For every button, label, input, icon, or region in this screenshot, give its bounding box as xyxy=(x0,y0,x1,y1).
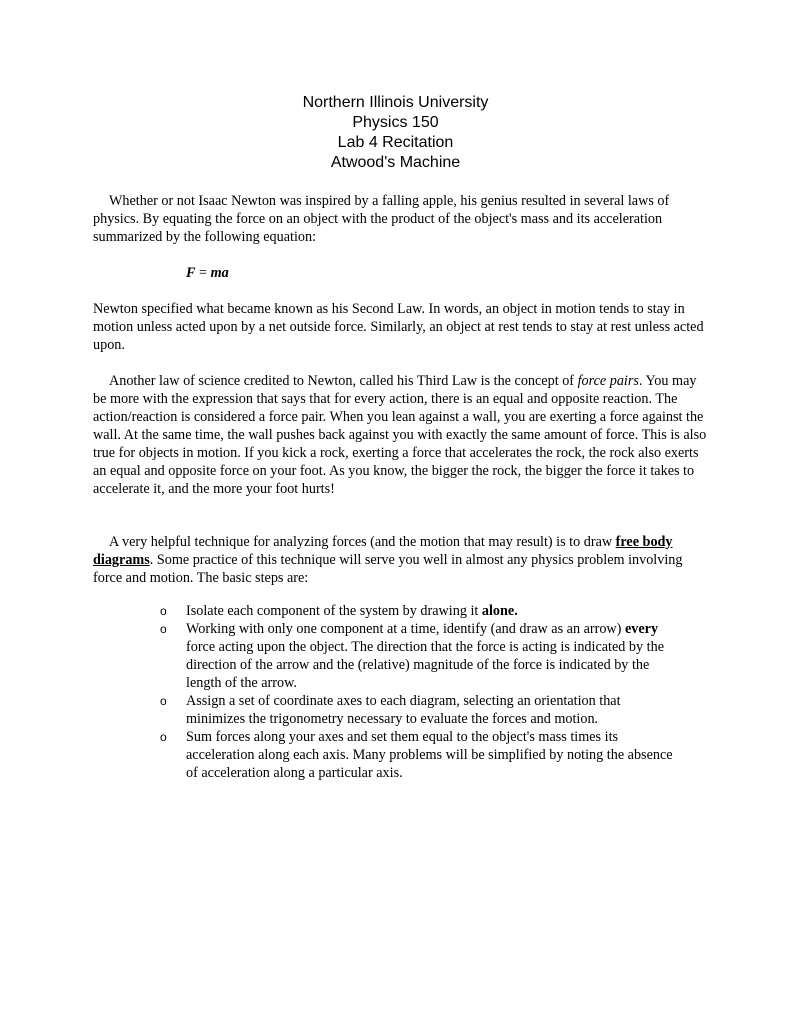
bullet-icon: o xyxy=(160,604,167,618)
free-body-link[interactable]: free body xyxy=(615,534,673,550)
equation-lhs: F xyxy=(186,265,196,281)
bullet-icon: o xyxy=(160,730,167,744)
step-3-text: Assign a set of coordinate axes to each diagram, selecting an orientation that minimizes the trigonometry necessary to evaluate the forces and motion. xyxy=(186,693,621,727)
document-title-block xyxy=(0,93,791,173)
paragraph-third-law xyxy=(93,372,713,498)
list-item xyxy=(160,728,680,782)
third-law-text-end: . You may be more with the expression that says that for every action, there is an equal and opposite reaction. The action/reaction is considered a force pair. When you lean against a wall, you are exerting a force against the wall. At the same time, the wall pushes back against you with exactly the same amount of force. This is also true for objects in motion. If you kick a rock, exerting a force that accelerates the rock, the rock also exerts an equal and opposite force on your foot. As you know, the bigger the rock, the bigger the force it takes to accelerate it, and the more your foot hurts! xyxy=(93,373,707,497)
bullet-icon: o xyxy=(160,622,167,636)
third-law-text-start: Another law of science credited to Newton, called his Third Law is the concept of xyxy=(109,373,578,389)
step-2-text-start: Working with only one component at a time, identify (and draw as an arrow) xyxy=(186,621,625,637)
step-4-text: Sum forces along your axes and set them equal to the object's mass times its acceleration along each axis. Many problems will be simplified by noting the absence of acceleration along a particular axis. xyxy=(186,729,673,781)
paragraph-second-law-text: Newton specified what became known as his Second Law. In words, an object in motion tends to stay in motion unless acted upon by a net outside force. Similarly, an object at rest tends to stay at rest unless acted upon. xyxy=(93,301,704,353)
title-university: Northern Illinois University xyxy=(302,94,489,111)
step-1-bold: alone. xyxy=(481,603,518,619)
paragraph-free-body xyxy=(93,533,713,587)
title-course: Physics 150 xyxy=(352,114,439,131)
paragraph-free-body-text xyxy=(93,533,713,587)
equation-equals: = xyxy=(195,265,211,281)
paragraph-intro xyxy=(93,192,713,246)
paragraph-second-law xyxy=(93,300,713,354)
title-lab: Lab 4 Recitation xyxy=(337,134,454,151)
step-2-text-end: force acting upon the object. The direction that the force is acting is indicated by the direction of the arrow and the (relative) magnitude of the force is indicated by the length of the arrow. xyxy=(186,639,665,691)
paragraph-intro-text: Whether or not Isaac Newton was inspired by a falling apple, his genius resulted in several laws of physics. By equating the force on an object with the product of the object's mass and its acceleration summarized by the following equation: xyxy=(93,193,670,245)
step-1-text: Isolate each component of the system by drawing it xyxy=(186,603,482,619)
list-item xyxy=(160,692,680,728)
paragraph-third-law-text xyxy=(93,372,713,498)
free-body-text-end: . Some practice of this technique will serve you well in almost any physics problem involving force and motion. The basic steps are: xyxy=(93,552,683,586)
diagrams-link[interactable]: diagrams xyxy=(93,552,150,568)
title-topic: Atwood's Machine xyxy=(330,154,461,171)
equation-rhs: ma xyxy=(210,265,229,281)
steps-list xyxy=(160,602,680,782)
bullet-icon: o xyxy=(160,694,167,708)
list-item xyxy=(160,602,680,620)
equation-second-law xyxy=(186,264,229,282)
force-pairs-term: force pairs xyxy=(577,373,639,389)
free-body-text-start: A very helpful technique for analyzing forces (and the motion that may result) is to draw xyxy=(109,534,616,550)
step-2-bold: every xyxy=(624,621,659,637)
list-item xyxy=(160,620,680,692)
